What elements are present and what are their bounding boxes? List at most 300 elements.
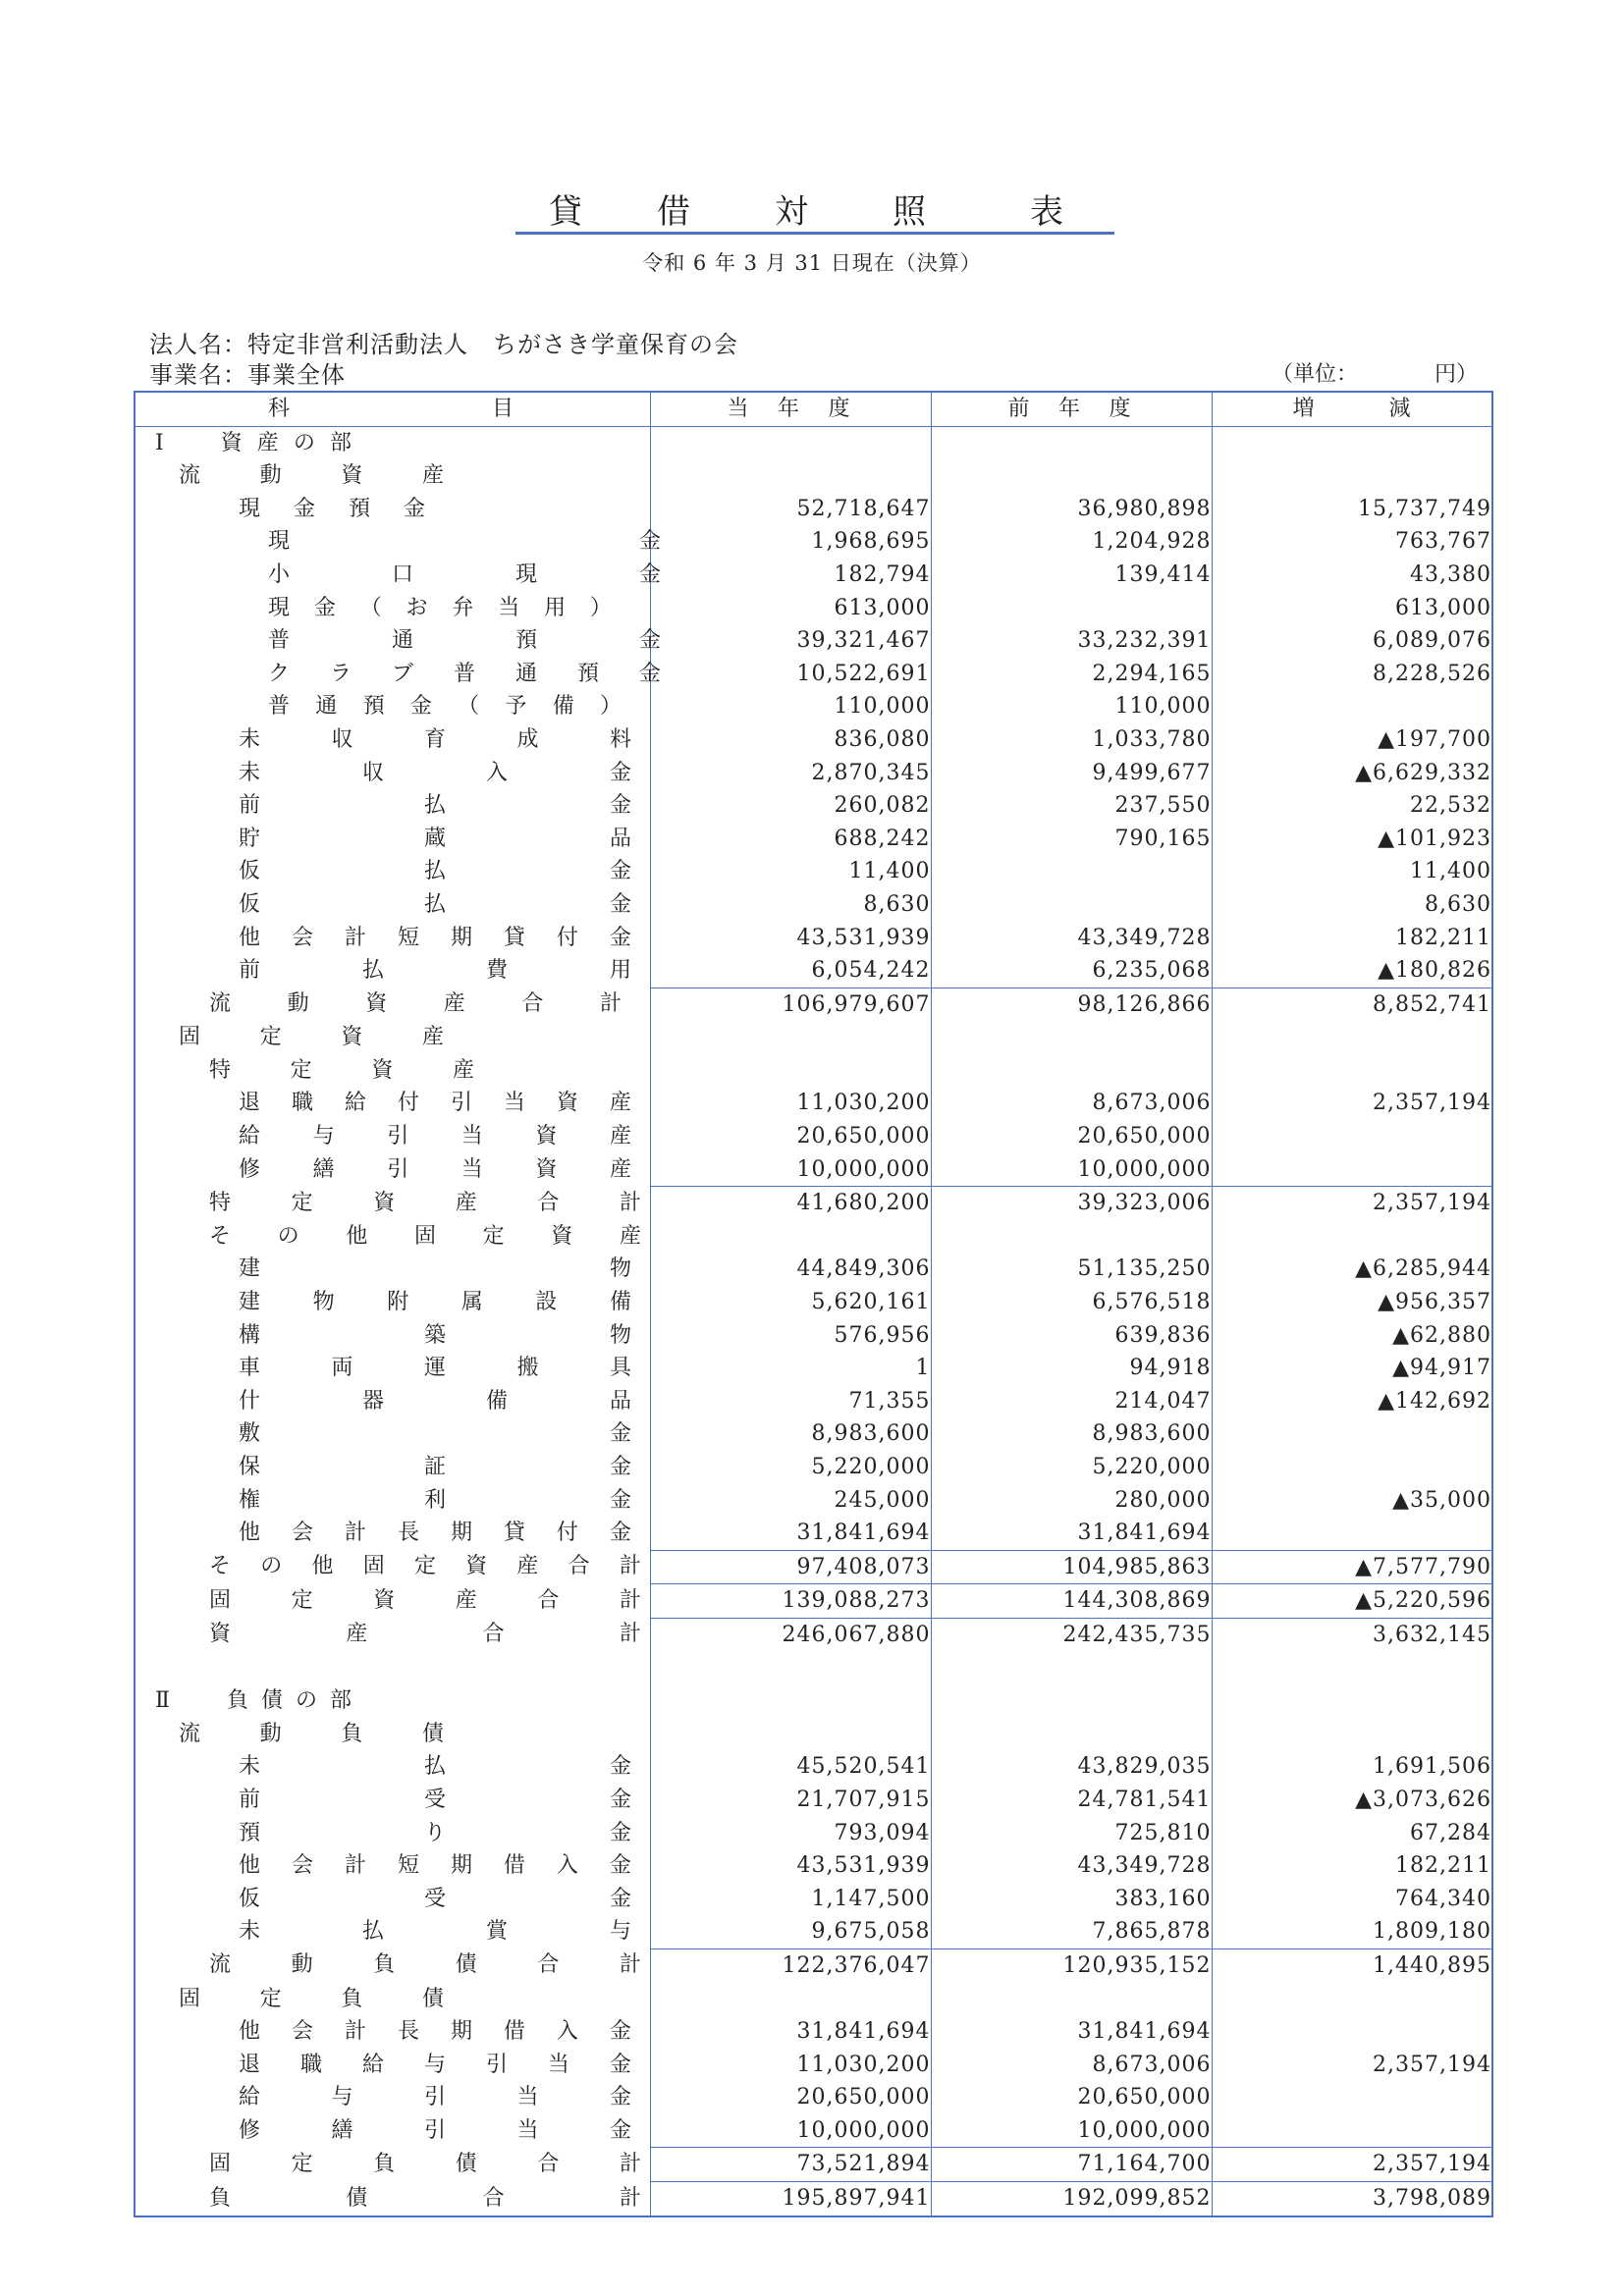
label-char: 動 xyxy=(291,1952,313,1978)
label-char: 現 xyxy=(239,496,261,521)
label-char: 年 xyxy=(777,397,799,421)
label-char: 産 xyxy=(256,430,279,455)
label-char: 部 xyxy=(329,430,352,455)
table-row xyxy=(135,1652,1492,1685)
cell-previous xyxy=(931,426,1212,459)
label-char: 産 xyxy=(609,1091,631,1116)
label-char: 計 xyxy=(344,1853,366,1879)
label-char: ブ xyxy=(391,661,413,686)
unit-label xyxy=(1272,361,1478,389)
cell-current: 10,000,000 xyxy=(650,2114,931,2148)
cell-current: 246,067,880 xyxy=(650,1618,931,1651)
label-char: 科 xyxy=(268,397,291,421)
label-char: 金 xyxy=(638,628,661,654)
cell-current: 260,082 xyxy=(650,789,931,823)
label-char: 入 xyxy=(556,1853,578,1879)
row-label xyxy=(135,1087,650,1120)
label-char: 物 xyxy=(609,1322,631,1348)
cell-previous: 104,985,863 xyxy=(931,1550,1212,1584)
label-char: 職 xyxy=(299,2052,322,2077)
row-label xyxy=(135,1352,650,1385)
label-char: 権 xyxy=(239,1487,261,1513)
label-char: 予 xyxy=(505,694,527,720)
title-char-4: 照 xyxy=(893,192,926,232)
label-char: 借 xyxy=(503,2019,525,2045)
cell-change: 6,089,076 xyxy=(1212,624,1492,658)
label-char: 期 xyxy=(450,2019,472,2045)
row-label xyxy=(135,1915,650,1949)
table-row xyxy=(135,988,1492,1021)
label-char: 金 xyxy=(609,1853,631,1879)
cell-current: 10,000,000 xyxy=(650,1153,931,1187)
label-char: 預 xyxy=(514,628,537,654)
table-row xyxy=(135,459,1492,493)
cell-current: 8,983,600 xyxy=(650,1417,931,1451)
label-char: 長 xyxy=(397,1521,419,1546)
label-char: 払 xyxy=(423,793,446,819)
header-item xyxy=(135,392,650,426)
row-label xyxy=(135,2182,650,2216)
label-char: 部 xyxy=(329,1688,352,1714)
label-char: 入 xyxy=(485,760,508,785)
row-label xyxy=(135,2049,650,2082)
label-char: 計 xyxy=(619,1952,641,1978)
row-label xyxy=(135,559,661,592)
label-char: ク xyxy=(268,661,291,686)
cell-current: 2,870,345 xyxy=(650,757,931,790)
cell-current: 73,521,894 xyxy=(650,2148,931,2182)
label-char: 金 xyxy=(609,2052,631,2077)
label-char: 給 xyxy=(361,2052,384,2077)
label-char: 流 xyxy=(179,463,201,489)
label-char: 負 xyxy=(209,2185,232,2211)
row-label xyxy=(135,2081,650,2114)
label-char: 定 xyxy=(413,1554,436,1579)
label-char: 繕 xyxy=(312,1156,335,1182)
label-char: 産 xyxy=(619,1223,641,1249)
cell-change: 2,357,194 xyxy=(1212,1187,1492,1220)
table-row xyxy=(135,592,1492,625)
label-char: 運 xyxy=(423,1356,446,1381)
label-char: 他 xyxy=(239,925,261,950)
label-char: 動 xyxy=(259,1721,282,1746)
label-char: 産 xyxy=(455,1587,477,1613)
row-label xyxy=(135,954,650,988)
cell-current xyxy=(650,459,931,493)
label-char: 債 xyxy=(346,2185,368,2211)
title-char-3: 対 xyxy=(775,192,808,232)
cell-change xyxy=(1212,690,1492,723)
label-char: 定 xyxy=(290,1057,312,1083)
label-char: 金 xyxy=(609,1521,631,1546)
label-char: 合 xyxy=(537,1952,560,1978)
label-char: 計 xyxy=(619,1587,641,1613)
label-char: 具 xyxy=(609,1356,631,1381)
row-label xyxy=(135,1187,650,1220)
label-char: 会 xyxy=(291,1521,313,1546)
table-row xyxy=(135,1385,1492,1418)
cell-change: 2,357,194 xyxy=(1212,2049,1492,2082)
row-label xyxy=(135,1784,650,1817)
cell-change: ▲101,923 xyxy=(1212,823,1492,856)
cell-current xyxy=(650,426,931,459)
label-char: 他 xyxy=(239,1853,261,1879)
cell-current: 182,794 xyxy=(650,559,931,592)
label-char: 備 xyxy=(609,1290,631,1315)
label-char: 負 xyxy=(341,1721,363,1746)
label-char: 前 xyxy=(1007,397,1030,421)
label-char: 貸 xyxy=(503,1521,525,1546)
table-row xyxy=(135,1319,1492,1353)
label-char: 退 xyxy=(239,2052,261,2077)
label-char: お xyxy=(406,595,428,620)
cell-current: 43,531,939 xyxy=(650,1849,931,1883)
cell-current: 41,680,200 xyxy=(650,1187,931,1220)
label-char: 口 xyxy=(391,561,413,587)
label-char: 借 xyxy=(503,1853,525,1879)
cell-current xyxy=(650,1021,931,1054)
cell-current xyxy=(650,1718,931,1751)
cell-change: 764,340 xyxy=(1212,1883,1492,1916)
cell-current: 45,520,541 xyxy=(650,1750,931,1784)
label-char: 未 xyxy=(239,726,261,752)
cell-current xyxy=(650,1652,931,1685)
table-row xyxy=(135,757,1492,790)
cell-previous xyxy=(931,1684,1212,1718)
table-row xyxy=(135,1153,1492,1187)
label-char: 蔵 xyxy=(423,826,446,851)
cell-change xyxy=(1212,1417,1492,1451)
label-char: 現 xyxy=(514,561,537,587)
label-char: 什 xyxy=(239,1388,261,1414)
label-char: の xyxy=(277,1223,299,1249)
cell-change: ▲7,577,790 xyxy=(1212,1550,1492,1584)
table-row xyxy=(135,2182,1492,2216)
label-char: 金 xyxy=(609,793,631,819)
label-char: 当 xyxy=(460,1156,483,1182)
row-label xyxy=(135,459,650,493)
table-row xyxy=(135,789,1492,823)
label-char: 産 xyxy=(346,1622,368,1647)
label-char: 前 xyxy=(239,1787,261,1812)
table-row xyxy=(135,1718,1492,1751)
cell-previous: 33,232,391 xyxy=(931,624,1212,658)
cell-previous: 31,841,694 xyxy=(931,2015,1212,2049)
label-char: 産 xyxy=(609,1124,631,1149)
label-char: 金 xyxy=(638,529,661,555)
label-char: 金 xyxy=(609,1820,631,1845)
label-char: 与 xyxy=(609,1919,631,1945)
cell-current: 688,242 xyxy=(650,823,931,856)
cell-change xyxy=(1212,1054,1492,1088)
cell-previous: 139,414 xyxy=(931,559,1212,592)
cell-change: ▲5,220,596 xyxy=(1212,1584,1492,1619)
cell-current: 20,650,000 xyxy=(650,1120,931,1153)
cell-change xyxy=(1212,426,1492,459)
label-char: （ xyxy=(359,595,382,620)
label-char: 用 xyxy=(544,595,567,620)
balance-sheet-table xyxy=(134,391,1493,2217)
label-char: 金 xyxy=(609,925,631,950)
label-char: 金 xyxy=(609,1455,631,1479)
row-label xyxy=(135,592,650,625)
cell-previous xyxy=(931,459,1212,493)
cell-current: 10,522,691 xyxy=(650,658,931,691)
cell-change xyxy=(1212,1517,1492,1550)
table-row xyxy=(135,1220,1492,1254)
row-label xyxy=(135,1718,650,1751)
label-char: の xyxy=(295,1688,317,1714)
label-char: 設 xyxy=(535,1290,558,1315)
cell-change: 182,211 xyxy=(1212,1849,1492,1883)
label-char: 給 xyxy=(344,1091,366,1116)
label-char: 育 xyxy=(423,726,446,752)
label-char: 定 xyxy=(291,1190,313,1215)
unit-prefix: （単位： xyxy=(1272,362,1359,387)
label-char: 他 xyxy=(346,1223,368,1249)
label-char: 計 xyxy=(344,1521,366,1546)
label-char: 金 xyxy=(609,1421,631,1447)
cell-change: ▲3,073,626 xyxy=(1212,1784,1492,1817)
row-label xyxy=(135,1684,650,1718)
cell-change: 1,809,180 xyxy=(1212,1915,1492,1949)
cell-previous: 98,126,866 xyxy=(931,988,1212,1021)
cell-previous: 8,673,006 xyxy=(931,2049,1212,2082)
row-label xyxy=(135,1817,650,1850)
label-char: 金 xyxy=(609,2117,631,2143)
cell-current: 6,054,242 xyxy=(650,954,931,988)
label-char: 資 xyxy=(373,1190,396,1215)
label-char: 仮 xyxy=(239,859,261,884)
table-row xyxy=(135,954,1492,988)
cell-current xyxy=(650,1054,931,1088)
table-row xyxy=(135,1550,1492,1584)
cell-current: 11,030,200 xyxy=(650,2049,931,2082)
cell-change xyxy=(1212,1652,1492,1685)
cell-previous: 51,135,250 xyxy=(931,1253,1212,1286)
label-char: 建 xyxy=(239,1290,261,1315)
label-char: 金 xyxy=(293,496,315,521)
label-char: 特 xyxy=(209,1190,232,1215)
row-label xyxy=(135,1385,650,1418)
cell-change: 1,691,506 xyxy=(1212,1750,1492,1784)
cell-change xyxy=(1212,1451,1492,1484)
cell-current xyxy=(650,1684,931,1718)
label-char: 前 xyxy=(239,793,261,819)
label-char: （ xyxy=(458,694,480,720)
label-char: 退 xyxy=(239,1091,261,1116)
label-char: 料 xyxy=(609,726,631,752)
table-row xyxy=(135,823,1492,856)
cell-previous: 24,781,541 xyxy=(931,1784,1212,1817)
label-char: 度 xyxy=(828,397,850,421)
label-char: 引 xyxy=(387,1156,409,1182)
label-char: 器 xyxy=(361,1388,384,1414)
label-char: 産 xyxy=(443,991,465,1017)
table-row xyxy=(135,1054,1492,1088)
cell-current: 71,355 xyxy=(650,1385,931,1418)
label-char: 預 xyxy=(362,694,385,720)
label-char: 預 xyxy=(348,496,370,521)
label-char: 金 xyxy=(638,661,661,686)
row-label xyxy=(135,1451,650,1484)
cell-current: 836,080 xyxy=(650,723,931,757)
label-char: 預 xyxy=(239,1820,261,1845)
cell-current: 20,650,000 xyxy=(650,2081,931,2114)
row-label xyxy=(135,426,650,459)
label-char: 資 xyxy=(341,463,363,489)
row-label xyxy=(135,2015,650,2049)
cell-change: 3,632,145 xyxy=(1212,1618,1492,1651)
label-char: 債 xyxy=(421,1986,444,2011)
row-label xyxy=(135,1983,650,2016)
cell-change xyxy=(1212,2081,1492,2114)
row-label xyxy=(135,922,650,955)
label-char: 産 xyxy=(455,1190,477,1215)
cell-change: ▲35,000 xyxy=(1212,1484,1492,1518)
cell-current: 245,000 xyxy=(650,1484,931,1518)
cell-previous xyxy=(931,1652,1212,1685)
table-row xyxy=(135,1517,1492,1550)
cell-change: 182,211 xyxy=(1212,922,1492,955)
row-label xyxy=(135,1849,650,1883)
cell-current: 1 xyxy=(650,1352,931,1385)
label-char: 築 xyxy=(423,1322,446,1348)
cell-current xyxy=(650,1983,931,2016)
row-label xyxy=(135,1253,650,1286)
table-row xyxy=(135,723,1492,757)
label-char: 証 xyxy=(423,1455,446,1479)
label-char: 債 xyxy=(455,2151,477,2176)
table-row xyxy=(135,1949,1492,1982)
label-char: 引 xyxy=(387,1124,409,1149)
table-row xyxy=(135,922,1492,955)
cell-change: 11,400 xyxy=(1212,855,1492,888)
table-row xyxy=(135,1983,1492,2016)
label-char: 付 xyxy=(397,1091,419,1116)
label-char: 金 xyxy=(609,2085,631,2110)
cell-change xyxy=(1212,459,1492,493)
cell-previous: 214,047 xyxy=(931,1385,1212,1418)
label-char: 付 xyxy=(556,1521,578,1546)
cell-change xyxy=(1212,1220,1492,1254)
label-char: 車 xyxy=(239,1356,261,1381)
label-char: 属 xyxy=(460,1290,483,1315)
cell-change xyxy=(1212,2114,1492,2148)
cell-change: ▲180,826 xyxy=(1212,954,1492,988)
label-char: 金 xyxy=(609,891,631,917)
cell-previous: 10,000,000 xyxy=(931,1153,1212,1187)
table-row xyxy=(135,1352,1492,1385)
label-char: 建 xyxy=(239,1256,261,1282)
cell-current: 21,707,915 xyxy=(650,1784,931,1817)
label-char: 合 xyxy=(521,991,544,1017)
cell-current: 11,030,200 xyxy=(650,1087,931,1120)
row-label xyxy=(135,2148,650,2182)
label-char: 給 xyxy=(239,1124,261,1149)
label-char: 小 xyxy=(268,561,291,587)
label-char: 度 xyxy=(1109,397,1131,421)
cell-previous xyxy=(931,1220,1212,1254)
cell-previous xyxy=(931,1021,1212,1054)
cell-change: 22,532 xyxy=(1212,789,1492,823)
row-label xyxy=(135,823,650,856)
label-char: 現 xyxy=(268,595,291,620)
row-label xyxy=(135,1120,650,1153)
label-char: 当 xyxy=(516,2117,539,2143)
table-row xyxy=(135,1253,1492,1286)
label-char: 与 xyxy=(312,1124,335,1149)
label-char: 産 xyxy=(421,463,444,489)
row-label xyxy=(135,1883,650,1916)
cell-previous xyxy=(931,855,1212,888)
label-char: 金 xyxy=(638,561,661,587)
business-name: 事業名：事業全体 xyxy=(149,361,346,389)
cell-previous: 237,550 xyxy=(931,789,1212,823)
row-label xyxy=(135,988,650,1021)
label-char: 品 xyxy=(609,1388,631,1414)
cell-change: ▲6,629,332 xyxy=(1212,757,1492,790)
label-char: 物 xyxy=(312,1290,335,1315)
table-row xyxy=(135,2148,1492,2182)
cell-previous: 110,000 xyxy=(931,690,1212,723)
table-row xyxy=(135,1684,1492,1718)
label-char: 合 xyxy=(537,1587,560,1613)
label-char: 成 xyxy=(516,726,539,752)
label-char: 資 xyxy=(365,991,388,1017)
table-row xyxy=(135,624,1492,658)
cell-previous: 20,650,000 xyxy=(931,2081,1212,2114)
cell-current: 39,321,467 xyxy=(650,624,931,658)
label-char: 他 xyxy=(239,1521,261,1546)
label-char: 計 xyxy=(619,2151,641,2176)
label-char: 普 xyxy=(268,628,291,654)
row-label xyxy=(135,1584,650,1619)
cell-current: 31,841,694 xyxy=(650,2015,931,2049)
row-label xyxy=(135,1220,650,1254)
row-label xyxy=(135,1550,650,1584)
table-row xyxy=(135,1584,1492,1619)
label-char: 両 xyxy=(331,1356,353,1381)
label-char: 払 xyxy=(361,1919,384,1945)
label-char: 固 xyxy=(209,2151,232,2176)
cell-current: 97,408,073 xyxy=(650,1550,931,1584)
label-char: 定 xyxy=(482,1223,505,1249)
cell-previous: 242,435,735 xyxy=(931,1618,1212,1651)
cell-change: 15,737,749 xyxy=(1212,493,1492,526)
label-char: 産 xyxy=(421,1025,444,1050)
label-char: 合 xyxy=(537,1190,560,1215)
label-char: 附 xyxy=(387,1290,409,1315)
cell-current: 9,675,058 xyxy=(650,1915,931,1949)
label-char: 受 xyxy=(423,1787,446,1812)
cell-previous: 8,983,600 xyxy=(931,1417,1212,1451)
date-text: 令和 6 年 3 月 31 日現在（決算） xyxy=(642,251,982,275)
cell-previous: 1,033,780 xyxy=(931,723,1212,757)
label-char: 金 xyxy=(609,1754,631,1780)
label-char: 費 xyxy=(485,958,508,984)
cell-previous: 31,841,694 xyxy=(931,1517,1212,1550)
table-row xyxy=(135,658,1492,691)
label-char: 通 xyxy=(514,661,537,686)
table-row xyxy=(135,1849,1492,1883)
label-char: 仮 xyxy=(239,1886,261,1911)
label-char: 収 xyxy=(361,760,384,785)
label-char: 払 xyxy=(423,859,446,884)
cell-change xyxy=(1212,1718,1492,1751)
cell-change: 43,380 xyxy=(1212,559,1492,592)
label-char: 短 xyxy=(397,1853,419,1879)
